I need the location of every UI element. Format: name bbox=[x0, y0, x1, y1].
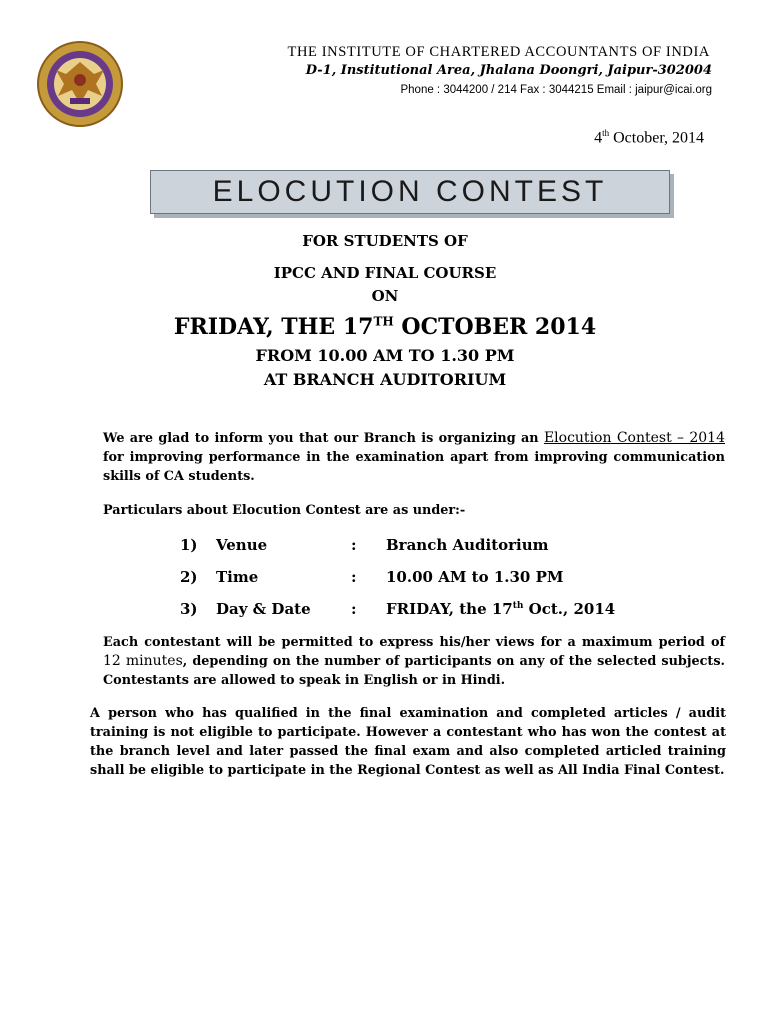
eligibility-paragraph: A person who has qualified in the final examination and completed articles / audit training is not eligible to participate. However a contestant who has won the contest at the branch level and later passed the final exam and also completed articled training shall be eligible to participate in the Regional Contest as well as All India Final Contest. bbox=[90, 706, 726, 778]
institute-contact: Phone : 3044200 / 214 Fax : 3044215 Email : jaipur@icai.org bbox=[400, 84, 712, 96]
course-heading: IPCC AND FINAL COURSE bbox=[273, 264, 497, 282]
intro-paragraph: We are glad to inform you that our Branch is organizing an Elocution Contest – 2014 for improving performance in the examination apart from improving communication skills of CA students. bbox=[103, 430, 725, 484]
institute-name: THE INSTITUTE OF CHARTERED ACCOUNTANTS OF INDIA bbox=[287, 44, 710, 60]
title-banner bbox=[150, 170, 670, 214]
particulars-heading: Particulars about Elocution Contest are as under:- bbox=[103, 503, 466, 518]
page-title: ELOCUTION CONTEST bbox=[212, 175, 608, 208]
event-date-heading: FRIDAY, THE 17TH OCTOBER 2014 bbox=[173, 314, 597, 340]
event-venue-heading: AT BRANCH AUDITORIUM bbox=[263, 370, 507, 389]
for-students-heading: FOR STUDENTS OF bbox=[302, 232, 468, 250]
institute-address: D-1, Institutional Area, Jhalana Doongri, Jaipur-302004 bbox=[305, 63, 712, 78]
on-heading: ON bbox=[371, 287, 399, 305]
letter-date: 4th October, 2014 bbox=[594, 128, 704, 147]
rules-paragraph: Each contestant will be permitted to express his/her views for a maximum period of 12 minutes, depending on the number of participants on any of the selected subjects. Contestants are allowed to speak in English or in Hindi. bbox=[103, 635, 725, 688]
event-time-heading: FROM 10.00 AM TO 1.30 PM bbox=[255, 346, 515, 365]
icai-logo bbox=[36, 40, 124, 128]
